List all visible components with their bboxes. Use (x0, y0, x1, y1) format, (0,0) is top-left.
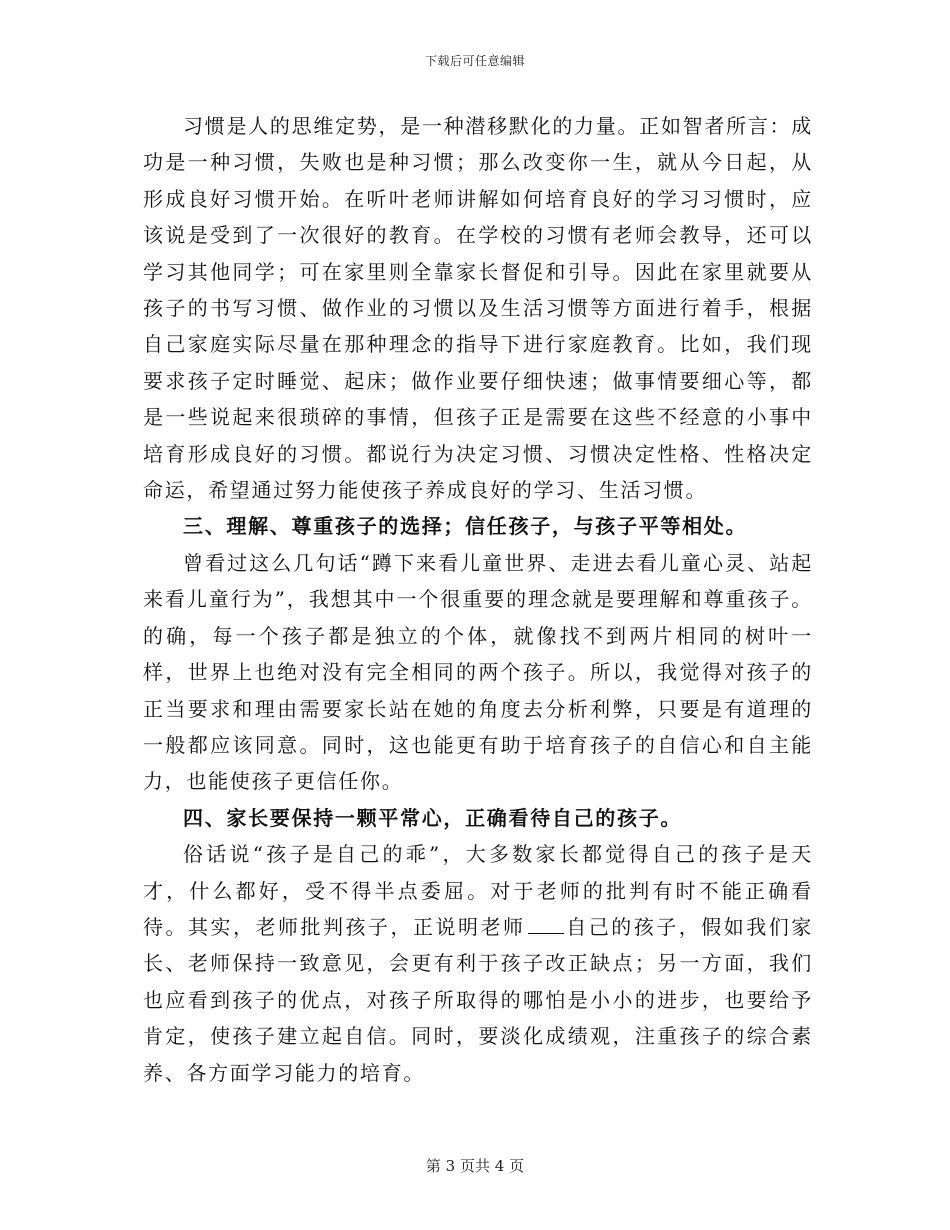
paragraph-understanding: 曾看过这么几句话“蹲下来看儿童世界、走进去看儿童心灵、站起来看儿童行为”，我想其中一个很重要的理念就是要理解和尊重孩子。的确，每一个孩子都是独立的个体，就像找不到两片相同的树叶一样，世界上也绝对没有完全相同的两个孩子。所以，我觉得对孩子的正当要求和理由需要家长站在她的角度去分析利弊，只要是有道理的一般都应该同意。同时，这也能更有助于培育孩子的自信心和自主能力，也能使孩子更信任你。 (143, 550, 813, 794)
section-heading-3: 三、理解、尊重孩子的选择；信任孩子，与孩子平等相处。 (183, 514, 748, 539)
section-heading-4: 四、家长要保持一颗平常心，正确看待自己的孩子。 (183, 805, 683, 830)
page-header: 下载后可任意编辑 (424, 54, 525, 68)
fill-in-blank (528, 911, 564, 934)
paragraph-habits: 习惯是人的思维定势，是一种潜移默化的力量。正如智者所言：成功是一种习惯，失败也是种习惯；那么改变你一生，就从今日起，从形成良好习惯开始。在听叶老师讲解如何培育良好的学习习惯时，应该说是受到了一次很好的教育。在学校的习惯有老师会教导，还可以学习其他同学；可在家里则全靠家长督促和引导。因此在家里就要从孩子的书写习惯、做作业的习惯以及生活习惯等方面进行着手，根据自己家庭实际尽量在那种理念的指导下进行家庭教育。比如，我们现要求孩子定时睡觉、起床；做作业要仔细快速；做事情要细心等，都是一些说起来很琐碎的事情，但孩子正是需要在这些不经意的小事中培育形成良好的习惯。都说行为决定习惯、习惯决定性格、性格决定命运，希望通过努力能使孩子养成良好的学习、生活习惯。 (143, 114, 813, 503)
paragraph-text-before-blank: 俗话说“孩子是自己的乖”，大多数家长都觉得自己的孩子是天才，什么都好，受不得半点委屈。对于老师的批判有时不能正确看待。其实，老师批判孩子，正说明老师 (143, 842, 813, 939)
page-footer: 第 3 页共 4 页 (425, 1157, 525, 1175)
paragraph-text-after-blank: 自己的孩子，假如我们家长、老师保持一致意见，会更有利于孩子改正缺点；另一方面，我们也应看到孩子的优点，对孩子所取得的哪怕是小小的进步，也要给予肯定，使孩子建立起自信。同时，要淡化成绩观，注重孩子的综合素养、各方面学习能力的培育。 (143, 914, 813, 1085)
paragraph-calm-heart (143, 836, 813, 1091)
document-body (143, 108, 813, 1091)
